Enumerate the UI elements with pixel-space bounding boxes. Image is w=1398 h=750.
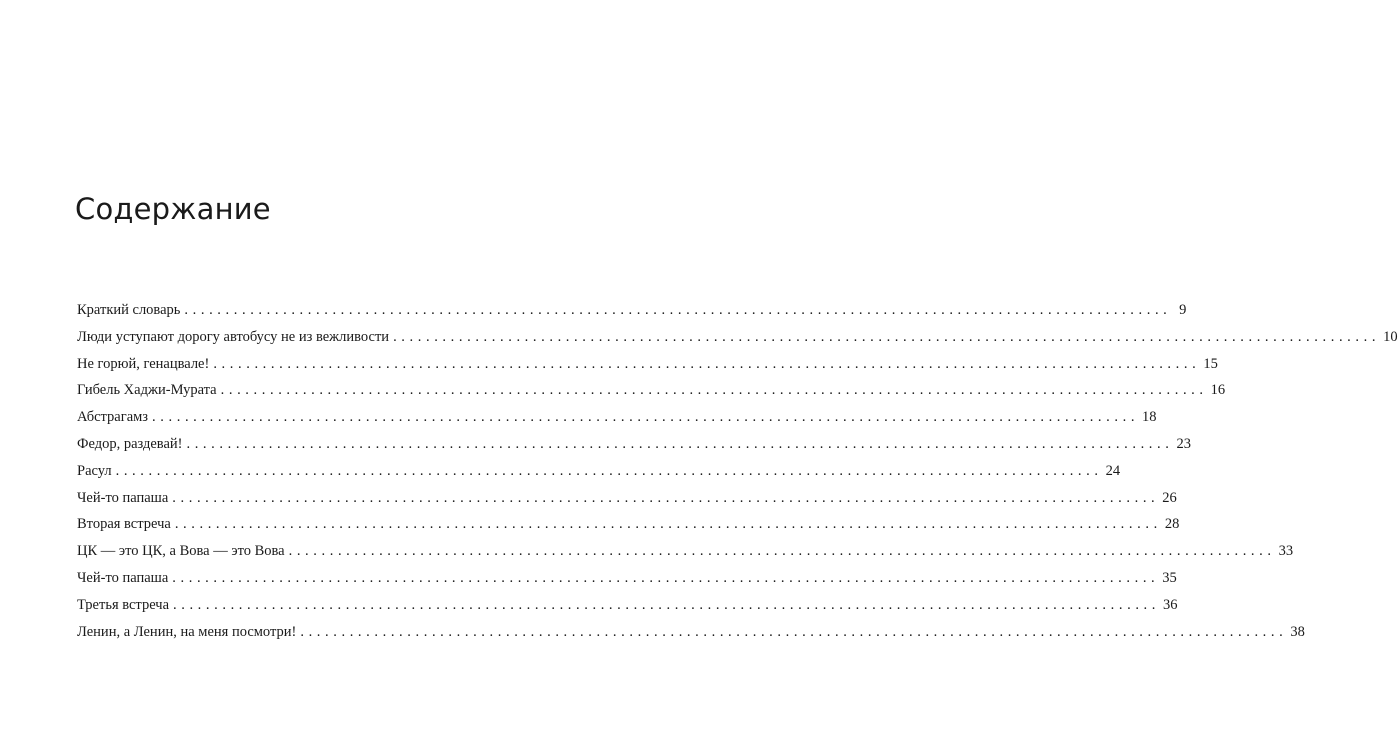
toc-entry-title: Не горюй, генацвале! (77, 355, 210, 372)
toc-entry[interactable] (77, 569, 1177, 597)
toc-entry[interactable] (77, 596, 1178, 624)
toc-entry-page: 18 (1142, 409, 1157, 426)
dot-leader: ........................................................................................................................ (300, 623, 1288, 640)
toc-entry[interactable] (77, 623, 1305, 651)
toc-entry-title: Расул (77, 462, 112, 479)
dot-leader: ........................................................................................................................ (152, 409, 1140, 426)
page-title: Содержание (75, 192, 271, 226)
toc-entry-page: 38 (1290, 623, 1305, 640)
dot-leader: ........................................................................................................................ (220, 382, 1208, 399)
dot-leader: ........................................................................................................................ (186, 435, 1174, 452)
toc-entry-page: 28 (1164, 516, 1180, 533)
dot-leader: ........................................................................................................................ (172, 489, 1160, 506)
toc-entry-title: Люди уступают дорогу автобусу не из вежливости (77, 328, 390, 345)
toc-entry-page: 9 (1179, 302, 1187, 318)
table-of-contents (77, 302, 1398, 650)
dot-leader: ........................................................................................................................ (173, 596, 1160, 613)
toc-entry-title: Гибель Хаджи-Мурата (77, 382, 217, 399)
toc-entry-title: Третья встреча (77, 596, 169, 613)
toc-entry-title: Ленин, а Ленин, на меня посмотри! (77, 623, 297, 640)
dot-leader: ........................................................................................................................ (393, 328, 1381, 345)
toc-entry-page: 10 (1383, 328, 1398, 345)
dot-leader: ........................................................................................................................ (288, 543, 1276, 560)
toc-entry[interactable] (77, 409, 1157, 436)
dot-leader: ........................................................................................................................ (172, 569, 1160, 586)
toc-entry[interactable] (77, 382, 1226, 409)
dot-leader: ........................................................................................................................ (115, 462, 1103, 479)
toc-entry[interactable] (77, 543, 1294, 570)
dot-leader: ........................................................................................................................ (174, 516, 1162, 533)
dot-leader: ........................................................................................................................ (213, 355, 1201, 372)
toc-entry-title: Абстрагамз (77, 409, 149, 426)
toc-entry-page: 16 (1210, 382, 1226, 399)
toc-entry[interactable] (77, 328, 1398, 356)
toc-entry-page: 24 (1105, 462, 1121, 479)
toc-entry[interactable] (77, 462, 1121, 490)
toc-entry-page: 33 (1278, 543, 1294, 560)
toc-entry[interactable] (77, 435, 1191, 463)
dot-leader: ........................................................................................................................ (184, 302, 1172, 318)
toc-entry-page: 35 (1162, 569, 1177, 586)
toc-entry[interactable] (77, 355, 1218, 383)
toc-entry-title: Краткий словарь (77, 302, 181, 318)
toc-entry[interactable] (77, 489, 1177, 517)
toc-entry-title: Чей-то папаша (77, 489, 169, 506)
toc-entry-title: Чей-то папаша (77, 569, 169, 586)
toc-entry-page: 15 (1203, 355, 1218, 372)
toc-entry-title: ЦК — это ЦК, а Вова — это Вова (77, 543, 285, 560)
toc-entry-title: Федор, раздевай! (77, 435, 183, 452)
toc-entry[interactable] (77, 302, 1187, 329)
toc-entry-title: Вторая встреча (77, 516, 171, 533)
toc-entry-page: 36 (1163, 596, 1178, 613)
toc-entry-page: 23 (1176, 435, 1191, 452)
toc-entry[interactable] (77, 516, 1180, 543)
toc-entry-page: 26 (1162, 489, 1177, 506)
